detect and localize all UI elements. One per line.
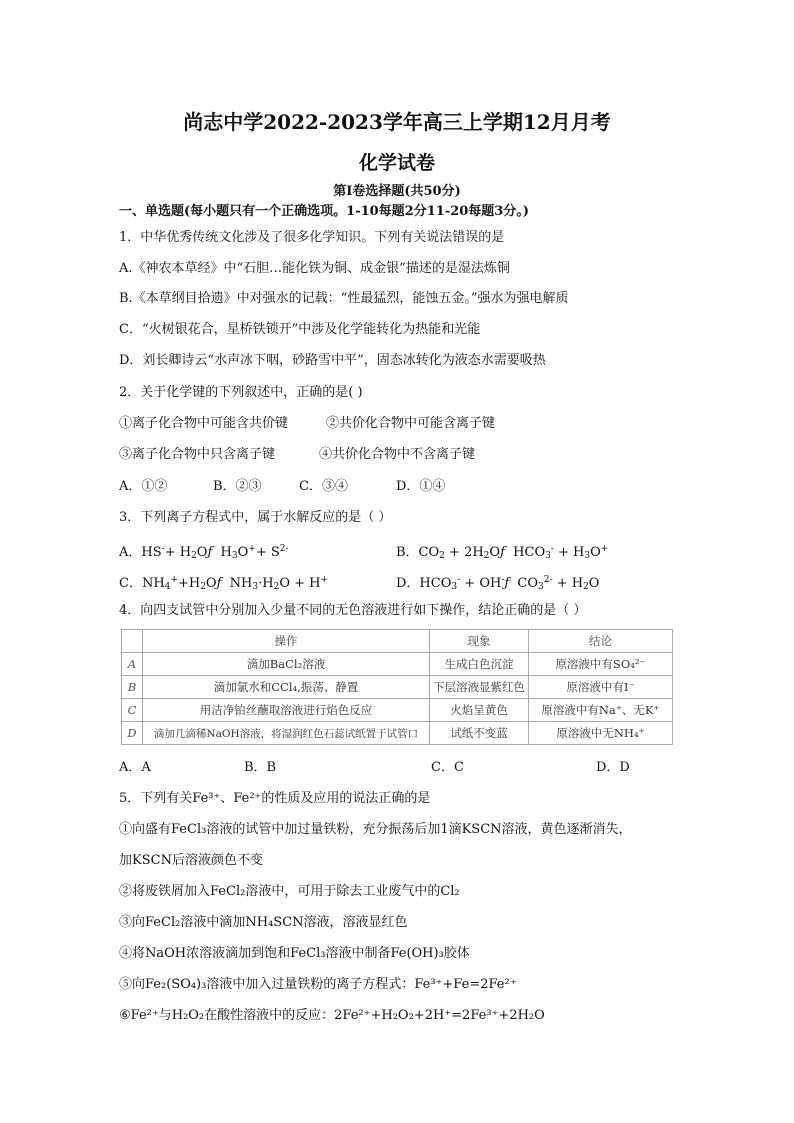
q4-table: [121, 629, 673, 745]
part-heading: 一、单选题(每小题只有一个正确选项。1-10每题2分11-20每题3分。): [119, 204, 530, 219]
row-phenomenon: 下层溶液显紫红色: [430, 676, 529, 699]
q2-statement-3: ③离子化合物中只含离子键: [119, 447, 276, 462]
q4-option-c: C．C: [431, 760, 464, 775]
header-conclusion: 结论: [529, 630, 673, 653]
q2-statement-1: ①离子化合物中可能含共价键: [119, 416, 289, 431]
subject-title: 化学试卷: [358, 152, 435, 174]
row-operation: 用洁净铂丝蘸取溶液进行焰色反应: [143, 699, 430, 722]
q2-statement-2: ②共价化合物中可能含离子键: [326, 416, 496, 431]
q3-option-d: D．$HCO_3^-$ + OH-ƒ $CO_3^{2-} + H_2O$: [396, 575, 600, 592]
row-phenomenon: 火焰呈黄色: [430, 699, 529, 722]
q5-statement-3: ③向FeCl₂溶液中滴加NH₄SCN溶液，溶液显红色: [119, 915, 408, 930]
q2-option-d: D．①④: [396, 479, 446, 494]
row-conclusion: 原溶液中无NH₄⁺: [529, 722, 673, 745]
row-operation: 滴加BaCl₂溶液: [143, 653, 430, 676]
q1-option-d: D．刘长卿诗云“水声冰下咽，砂路雪中平”，固态冰转化为液态水需要吸热: [119, 353, 546, 368]
row-conclusion: 原溶液中有Na⁺、无K⁺: [529, 699, 673, 722]
q4-option-b: B．B: [244, 760, 277, 775]
q4-option-a: A．A: [119, 760, 151, 775]
table-row: [122, 699, 673, 722]
row-letter: D: [122, 722, 143, 745]
q4-option-d: D．D: [596, 760, 630, 775]
header-phenomenon: 现象: [430, 630, 529, 653]
row-letter: C: [122, 699, 143, 722]
q1-option-c: C．“火树银花合，星桥铁锁开”中涉及化学能转化为热能和光能: [119, 322, 481, 337]
q5-statement-2: ②将废铁屑加入FeCl₂溶液中，可用于除去工业废气中的Cl₂: [119, 884, 460, 899]
q5-statement-4: ④将NaOH浓溶液滴加到饱和FeCl₃溶液中制备Fe(OH)₃胶体: [119, 946, 470, 961]
q2-option-a: A．①②: [119, 479, 168, 494]
q5-statement-1-cont: 加KSCN后溶液颜色不变: [119, 853, 263, 868]
q3-option-b: B．$CO_2$ + $2H_2Oƒ$ $HCO_3^- + H_3O^+$: [396, 544, 609, 561]
q3-option-a: A．$HS^-+ H_2Oƒ$ $H_3O^++ S^{2-}$: [119, 544, 289, 561]
q2-option-c: C．③④: [299, 479, 348, 494]
row-phenomenon: 生成白色沉淀: [430, 653, 529, 676]
table-row: [122, 653, 673, 676]
q5-stem: 5．下列有关Fe³⁺、Fe²⁺的性质及应用的说法正确的是: [119, 791, 431, 806]
row-operation: 滴加几滴稀NaOH溶液，将湿润红色石蕊试纸置于试管口: [143, 722, 430, 745]
q3-option-c: C．$NH_4^++H_2Oƒ$ $NH_3\cdot H_2O + H^+$: [119, 575, 329, 592]
row-phenomenon: 试纸不变蓝: [430, 722, 529, 745]
q5-statement-1: ①向盛有FeCl₃溶液的试管中加过量铁粉，充分振荡后加1滴KSCN溶液，黄色逐渐消失，: [119, 822, 632, 837]
table-row: [122, 722, 673, 745]
section-title: 第I卷选择题(共50分): [333, 184, 461, 199]
q2-option-b: B．②③: [213, 479, 262, 494]
table-header-row: [122, 630, 673, 653]
q5-statement-6: ⑥Fe²⁺与H₂O₂在酸性溶液中的反应：2Fe²⁺+H₂O₂+2H⁺=2Fe³⁺+2H₂O: [119, 1008, 545, 1023]
q3-stem: 3．下列离子方程式中，属于水解反应的是（ ）: [119, 510, 392, 525]
q2-statement-4: ④共价化合物中不含离子键: [319, 447, 476, 462]
q1-option-a: A.《神农本草经》中“石胆…能化铁为铜、成金银”描述的是湿法炼铜: [119, 261, 510, 276]
row-letter: A: [122, 653, 143, 676]
row-conclusion: 原溶液中有SO₄²⁻: [529, 653, 673, 676]
row-letter: B: [122, 676, 143, 699]
q1-stem: 1．中华优秀传统文化涉及了很多化学知识。下列有关说法错误的是: [119, 230, 505, 245]
q4-stem: 4．向四支试管中分别加入少量不同的无色溶液进行如下操作，结论正确的是（ ）: [119, 603, 587, 618]
row-conclusion: 原溶液中有I⁻: [529, 676, 673, 699]
exam-title: 尚志中学2022-2023学年高三上学期12月月考: [183, 110, 611, 134]
q5-statement-5: ⑤向Fe₂(SO₄)₃溶液中加入过量铁粉的离子方程式：Fe³⁺+Fe=2Fe²⁺: [119, 977, 517, 992]
header-operation: 操作: [143, 630, 430, 653]
table-row: [122, 676, 673, 699]
row-operation: 滴加氯水和CCl₄,振荡、静置: [143, 676, 430, 699]
q2-stem: 2．关于化学键的下列叙述中，正确的是( ): [119, 385, 363, 400]
q1-option-b: B.《本草纲目拾遗》中对强水的记载：“性最猛烈，能蚀五金。”强水为强电解质: [119, 291, 569, 306]
